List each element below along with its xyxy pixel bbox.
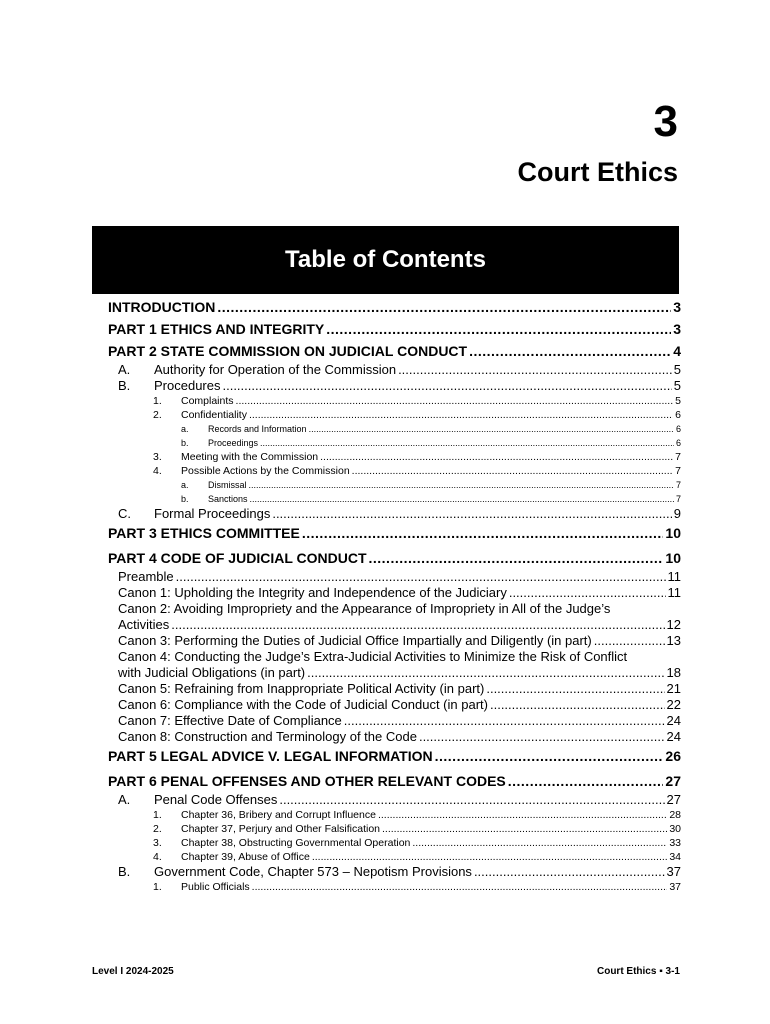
toc-entry-text: Sanctions <box>208 494 248 504</box>
toc-entry-page: 13 <box>666 633 681 648</box>
toc-entry[interactable] <box>108 850 681 864</box>
toc-entry-page: 26 <box>665 748 681 764</box>
toc-entry-text: Canon 8: Construction and Terminology of the Code <box>118 729 417 744</box>
toc-entry-page: 6 <box>675 438 681 448</box>
toc-entry-text: Chapter 39, Abuse of Office <box>181 851 310 863</box>
toc-entry-page: 37 <box>669 881 681 893</box>
toc-entry-page: 24 <box>666 729 681 744</box>
toc-entry[interactable] <box>108 617 681 633</box>
toc-entry-page: 11 <box>667 569 681 584</box>
dot-leader <box>252 880 668 894</box>
toc-entry[interactable] <box>108 394 681 408</box>
dot-leader <box>369 547 664 569</box>
toc-entry-text: PART 3 ETHICS COMMITTEE <box>108 525 300 541</box>
toc-entry-text: Chapter 36, Bribery and Corrupt Influence <box>181 809 376 821</box>
toc-entry-page: 4 <box>673 343 681 359</box>
toc-entry-text: Canon 3: Performing the Duties of Judicial Office Impartially and Diligently (in part) <box>118 633 592 648</box>
dot-leader <box>474 864 665 880</box>
toc-entry-text: Chapter 38, Obstructing Governmental Operation <box>181 837 411 849</box>
toc-entry-number: 1. <box>153 809 162 821</box>
toc-entry-page: 21 <box>666 681 681 696</box>
toc-entry-page: 10 <box>665 550 681 566</box>
dot-leader <box>490 697 665 713</box>
toc-entry[interactable] <box>108 569 681 585</box>
toc-entry-number: b. <box>181 494 189 504</box>
toc-entry-text: Formal Proceedings <box>154 506 271 521</box>
dot-leader <box>486 681 664 697</box>
toc-entry-number: 3. <box>153 451 162 463</box>
chapter-number: 3 <box>653 97 678 146</box>
toc-entry[interactable] <box>108 713 681 729</box>
dot-leader <box>419 729 665 745</box>
toc-entry-text: PART 4 CODE OF JUDICIAL CONDUCT <box>108 550 367 566</box>
toc-entry-page: 3 <box>673 321 681 337</box>
dot-leader <box>594 633 665 649</box>
dot-leader <box>435 745 664 767</box>
toc-entry-number: B. <box>118 864 131 879</box>
toc-entry[interactable] <box>108 836 681 850</box>
toc-entry-text: Confidentiality <box>181 409 247 421</box>
dot-leader <box>412 836 667 850</box>
toc-entry-page: 34 <box>669 851 681 863</box>
toc-entry-page: 7 <box>675 494 681 504</box>
toc-entry[interactable] <box>108 408 681 422</box>
toc-entry-number: 2. <box>153 409 162 421</box>
toc-entry[interactable] <box>108 697 681 713</box>
toc-entry[interactable] <box>108 378 681 394</box>
toc-entry-text: Canon 2: Avoiding Impropriety and the Appearance of Impropriety in All of the Judge’s <box>118 601 611 616</box>
toc-entry-number: 1. <box>153 395 162 407</box>
toc-entry-text: Penal Code Offenses <box>154 792 278 807</box>
toc-entry-page: 9 <box>673 506 681 521</box>
toc-entry[interactable] <box>108 880 681 894</box>
toc-entry-text: Records and Information <box>208 424 307 434</box>
toc-entry-text: Preamble <box>118 569 174 584</box>
dot-leader <box>222 378 671 394</box>
toc-entry[interactable] <box>108 864 681 880</box>
toc-entry[interactable] <box>108 318 681 340</box>
dot-leader <box>352 464 674 478</box>
dot-leader <box>260 436 674 450</box>
dot-leader <box>398 362 672 378</box>
toc-entry-text: Proceedings <box>208 438 259 448</box>
dot-leader <box>344 713 665 729</box>
toc-entry-page: 27 <box>666 792 681 807</box>
toc-entry-text: Procedures <box>154 378 221 393</box>
dot-leader <box>279 792 664 808</box>
toc-entry-page: 7 <box>675 465 681 477</box>
toc-entry[interactable] <box>108 665 681 681</box>
toc-entry-text: Canon 4: Conducting the Judge’s Extra-Judicial Activities to Minimize the Risk of Conflict <box>118 649 628 664</box>
toc-entry[interactable] <box>108 585 681 601</box>
dot-leader <box>320 450 673 464</box>
toc-entry[interactable] <box>108 522 681 544</box>
toc-entry[interactable] <box>108 729 681 745</box>
toc-entry-text: Canon 1: Upholding the Integrity and Independence of the Judiciary <box>118 585 507 600</box>
toc-entry-text: Canon 5: Refraining from Inappropriate Political Activity (in part) <box>118 681 485 696</box>
toc-entry-text: Canon 6: Compliance with the Code of Judicial Conduct (in part) <box>118 697 488 712</box>
toc-entry[interactable] <box>108 808 681 822</box>
toc-entry[interactable] <box>108 478 681 492</box>
toc-entry-text: Public Officials <box>181 881 250 893</box>
toc-entry-page: 7 <box>675 451 681 463</box>
toc-entry[interactable] <box>108 450 681 464</box>
chapter-title: Court Ethics <box>517 157 678 187</box>
toc-entry[interactable] <box>108 340 681 362</box>
toc-entry-number: A. <box>118 792 131 807</box>
toc-entry-page: 27 <box>665 773 681 789</box>
toc-entry[interactable] <box>108 681 681 697</box>
toc-entry-number: 4. <box>153 851 162 863</box>
dot-leader <box>378 808 667 822</box>
toc-entry-page: 7 <box>675 480 681 490</box>
toc-entry-page: 11 <box>667 585 681 600</box>
toc-entry-page: 3 <box>673 299 681 315</box>
toc-entry-number: C. <box>118 506 131 521</box>
toc-entry[interactable] <box>108 745 681 767</box>
dot-leader <box>307 665 664 681</box>
toc-entry-page: 22 <box>666 697 681 712</box>
toc-entry[interactable] <box>108 547 681 569</box>
toc-entry-number: A. <box>118 362 131 377</box>
toc-entry-page: 6 <box>675 424 681 434</box>
toc-entry-text: PART 6 PENAL OFFENSES AND OTHER RELEVANT CODES <box>108 773 506 789</box>
toc-entry-text: PART 5 LEGAL ADVICE V. LEGAL INFORMATION <box>108 748 433 764</box>
toc-entry-text: PART 2 STATE COMMISSION ON JUDICIAL CONDUCT <box>108 343 468 359</box>
toc-entry-text: Chapter 37, Perjury and Other Falsification <box>181 823 381 835</box>
toc-entry-text: with Judicial Obligations (in part) <box>118 665 306 680</box>
toc-entry-page: 30 <box>669 823 681 835</box>
toc-entry[interactable] <box>108 436 681 450</box>
toc-entry-page: 33 <box>669 837 681 849</box>
dot-leader <box>508 770 664 792</box>
toc-entry-number: a. <box>181 424 189 434</box>
dot-leader <box>171 617 664 633</box>
toc-entry-page: 5 <box>673 362 681 377</box>
toc-entry[interactable] <box>108 492 681 506</box>
dot-leader <box>176 569 666 585</box>
toc-entry-line[interactable] <box>108 649 681 665</box>
toc-entry-text: PART 1 ETHICS AND INTEGRITY <box>108 321 325 337</box>
dot-leader <box>309 422 674 436</box>
toc-entry-text: Authority for Operation of the Commission <box>154 362 397 377</box>
toc-entry[interactable] <box>108 464 681 478</box>
footer-right: Court Ethics ▪ 3-1 <box>596 966 680 977</box>
dot-leader <box>236 394 674 408</box>
dot-leader <box>217 296 671 318</box>
dot-leader <box>326 318 671 340</box>
toc-entry[interactable] <box>108 792 681 808</box>
dot-leader <box>272 506 671 522</box>
dot-leader <box>382 822 667 836</box>
toc-entry[interactable] <box>108 506 681 522</box>
toc-entry-page: 24 <box>666 713 681 728</box>
toc-entry[interactable] <box>108 422 681 436</box>
toc-entry-text: Complaints <box>181 395 234 407</box>
dot-leader <box>302 522 664 544</box>
toc-entry-page: 28 <box>669 809 681 821</box>
toc-entry-page: 6 <box>675 409 681 421</box>
dot-leader <box>249 408 673 422</box>
dot-leader <box>509 585 666 601</box>
toc-entry-number: B. <box>118 378 131 393</box>
toc-entry-page: 10 <box>665 525 681 541</box>
toc-entry-text: Government Code, Chapter 573 – Nepotism Provisions <box>154 864 472 879</box>
toc-entry[interactable] <box>108 822 681 836</box>
toc-entry-line[interactable] <box>108 601 681 617</box>
toc-entry-page: 37 <box>666 864 681 879</box>
toc-entry-number: 1. <box>153 881 162 893</box>
toc-entry[interactable] <box>108 770 681 792</box>
toc-entry-text: Dismissal <box>208 480 247 490</box>
toc-entry-page: 18 <box>666 665 681 680</box>
toc-entry[interactable] <box>108 296 681 318</box>
toc-entry-number: 4. <box>153 465 162 477</box>
toc-entry-number: 3. <box>153 837 162 849</box>
toc-entry-number: 2. <box>153 823 162 835</box>
toc-entry[interactable] <box>108 362 681 378</box>
toc-heading: Table of Contents <box>285 246 486 273</box>
toc-entry-text: Possible Actions by the Commission <box>181 465 350 477</box>
dot-leader <box>469 340 671 362</box>
toc-entry[interactable] <box>108 633 681 649</box>
toc-entry-number: a. <box>181 480 189 490</box>
toc-entry-number: b. <box>181 438 189 448</box>
footer-left: Level I 2024-2025 <box>92 966 174 977</box>
toc-entry-text: Activities <box>118 617 170 632</box>
dot-leader <box>249 478 674 492</box>
toc-entry-text: INTRODUCTION <box>108 299 216 315</box>
toc-banner <box>92 226 679 294</box>
toc-entry-page: 12 <box>666 617 681 632</box>
table-of-contents <box>108 296 681 894</box>
toc-entry-page: 5 <box>675 395 681 407</box>
dot-leader <box>250 492 674 506</box>
toc-entry-text: Meeting with the Commission <box>181 451 319 463</box>
dot-leader <box>312 850 668 864</box>
toc-entry-page: 5 <box>673 378 681 393</box>
toc-entry-text: Canon 7: Effective Date of Compliance <box>118 713 342 728</box>
